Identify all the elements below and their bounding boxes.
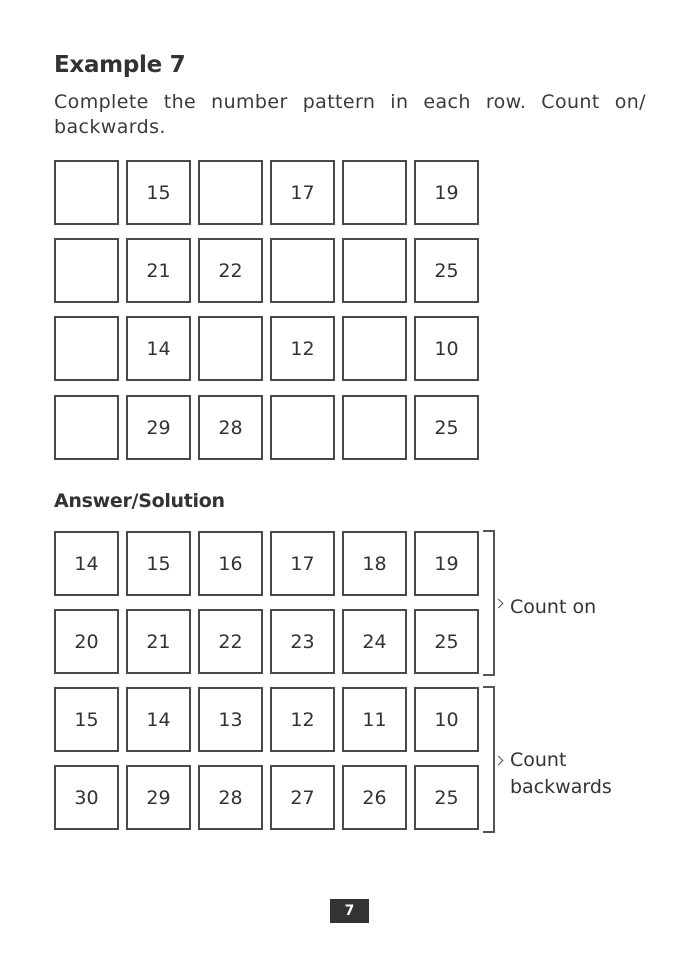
count-backwards-label-line1: Count <box>510 749 567 771</box>
number-box: 22 <box>198 609 263 674</box>
number-box[interactable] <box>198 316 263 381</box>
number-box[interactable]: 28 <box>198 395 263 460</box>
count-on-bracket-icon <box>483 530 495 676</box>
number-box[interactable]: 14 <box>126 316 191 381</box>
number-box[interactable]: 12 <box>270 316 335 381</box>
bracket-notch-icon <box>494 599 504 609</box>
number-box[interactable] <box>198 160 263 225</box>
exercise-row-1 <box>54 160 485 225</box>
answer-row-1 <box>54 531 485 596</box>
number-box[interactable] <box>342 160 407 225</box>
count-on-label: Count on <box>510 596 597 618</box>
exercise-row-4 <box>54 395 485 460</box>
number-box: 27 <box>270 765 335 830</box>
number-box[interactable] <box>342 395 407 460</box>
number-box[interactable] <box>54 316 119 381</box>
number-box[interactable] <box>270 395 335 460</box>
number-box[interactable] <box>54 160 119 225</box>
number-box: 21 <box>126 609 191 674</box>
number-box: 26 <box>342 765 407 830</box>
number-box: 30 <box>54 765 119 830</box>
answer-row-4 <box>54 765 485 830</box>
number-box: 20 <box>54 609 119 674</box>
exercise-row-3 <box>54 316 485 381</box>
number-box[interactable] <box>342 238 407 303</box>
number-box[interactable]: 21 <box>126 238 191 303</box>
number-box: 13 <box>198 687 263 752</box>
answer-row-2 <box>54 609 485 674</box>
number-box: 15 <box>54 687 119 752</box>
number-box[interactable]: 15 <box>126 160 191 225</box>
number-box: 11 <box>342 687 407 752</box>
answer-heading: Answer/Solution <box>54 490 225 512</box>
exercise-row-2 <box>54 238 485 303</box>
number-box[interactable]: 29 <box>126 395 191 460</box>
number-box[interactable]: 25 <box>414 238 479 303</box>
number-box[interactable] <box>270 238 335 303</box>
number-box: 25 <box>414 765 479 830</box>
number-box[interactable]: 19 <box>414 160 479 225</box>
bracket-notch-icon <box>494 756 504 766</box>
number-box: 18 <box>342 531 407 596</box>
number-box: 25 <box>414 609 479 674</box>
number-box: 17 <box>270 531 335 596</box>
number-box[interactable] <box>54 238 119 303</box>
count-backwards-label-line2: backwards <box>510 776 612 798</box>
number-box[interactable] <box>342 316 407 381</box>
number-box: 23 <box>270 609 335 674</box>
number-box: 14 <box>126 687 191 752</box>
number-box: 10 <box>414 687 479 752</box>
number-box: 12 <box>270 687 335 752</box>
number-box: 24 <box>342 609 407 674</box>
number-box: 19 <box>414 531 479 596</box>
count-backwards-bracket-icon <box>483 686 495 833</box>
page-number-badge: 7 <box>330 899 369 923</box>
number-box[interactable] <box>54 395 119 460</box>
instructions-text: Complete the number pattern in each row. Count on/ backwards. <box>54 91 646 138</box>
number-box: 28 <box>198 765 263 830</box>
number-box: 15 <box>126 531 191 596</box>
number-box: 29 <box>126 765 191 830</box>
number-box[interactable]: 17 <box>270 160 335 225</box>
number-box[interactable]: 10 <box>414 316 479 381</box>
number-box: 14 <box>54 531 119 596</box>
example-title: Example 7 <box>54 52 186 78</box>
number-box: 16 <box>198 531 263 596</box>
answer-row-3 <box>54 687 485 752</box>
number-box[interactable]: 22 <box>198 238 263 303</box>
number-box[interactable]: 25 <box>414 395 479 460</box>
